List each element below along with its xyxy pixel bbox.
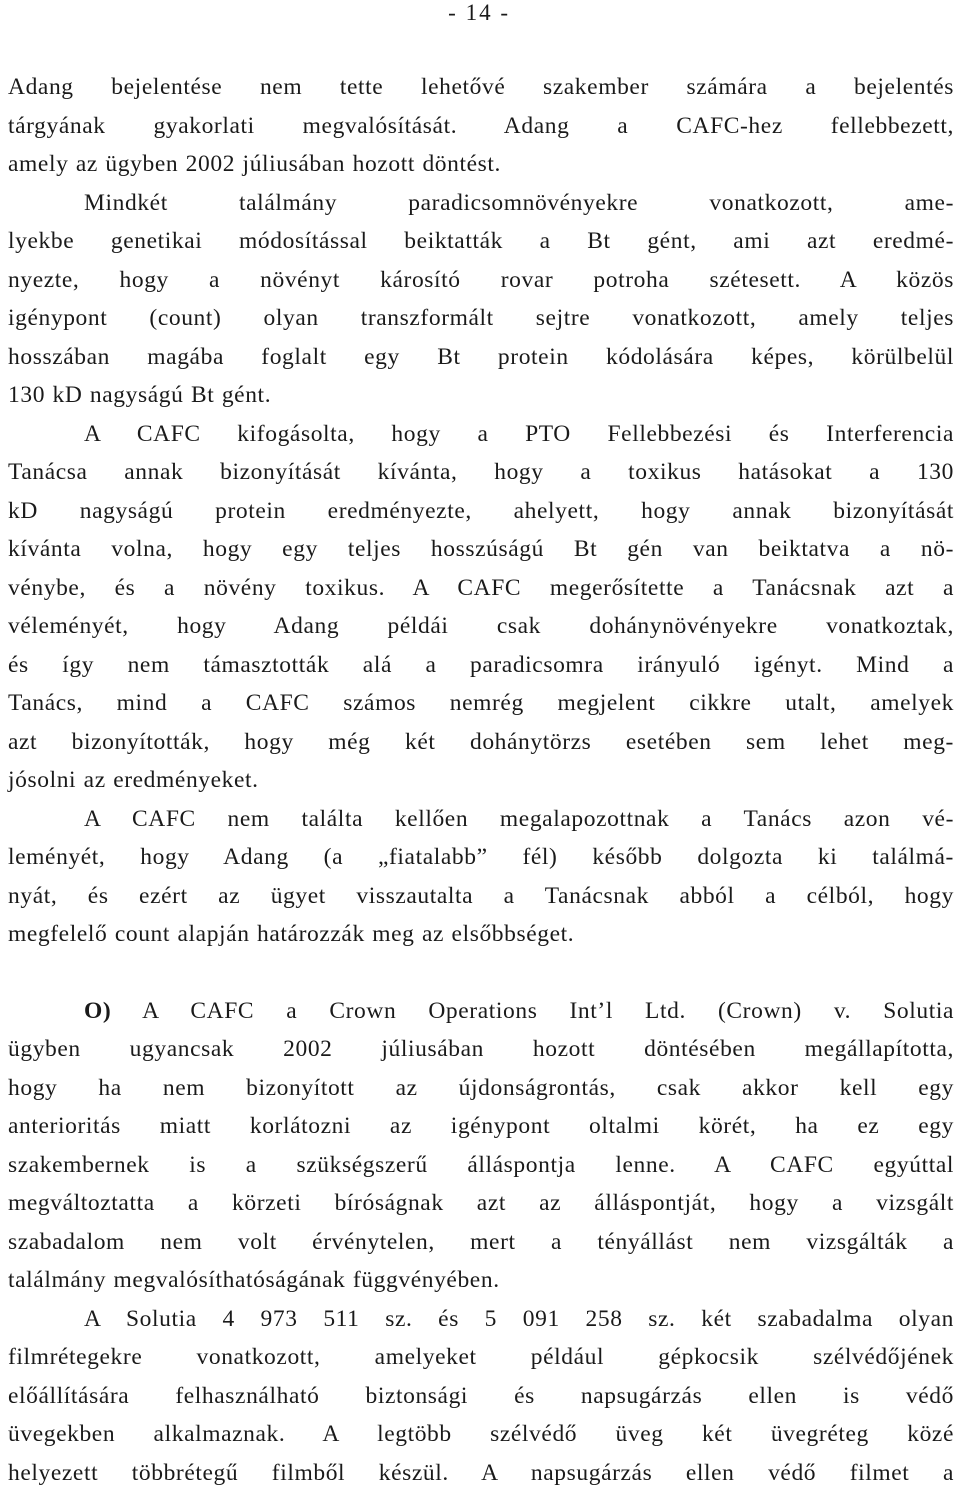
text-line: találmány megvalósíthatóságának függvényében. (8, 1267, 500, 1293)
text-line: leményét, hogy Adang (a „fiatalabb” fél) később dolgozta ki találmá- (8, 844, 954, 870)
text-line: 130 kD nagyságú Bt gént. (8, 382, 272, 408)
text-line: megváltoztatta a körzeti bíróságnak azt az álláspontját, hogy a vizsgált (8, 1190, 954, 1216)
text-line: lyekbe genetikai módosítással beiktatták a Bt gént, ami azt eredmé- (8, 228, 954, 254)
page-number: - 14 - (448, 0, 510, 25)
text-line: szabadalom nem volt érvénytelen, mert a tényállást nem vizsgálták a (8, 1228, 954, 1255)
text-line: Tanácsa annak bizonyítását kívánta, hogy a toxikus hatásokat a 130 (8, 459, 954, 485)
text-line: hogy ha nem bizonyított az újdonságrontás, csak akkor kell egy (8, 1074, 954, 1101)
text-line: és így nem támasztották alá a paradicsomra irányuló igényt. Mind a (8, 651, 954, 678)
text-line: helyezett többrétegű filmből készül. A napsugárzás ellen védő filmet a (8, 1459, 954, 1486)
text-line: hosszában magába foglalt egy Bt protein kódolására képes, körülbelül (8, 343, 954, 370)
text-line: véleményét, hogy Adang példái csak dohánynövényekre vonatkoztak, (8, 613, 954, 639)
section-o-heading (8, 992, 954, 1031)
section-gap (8, 954, 954, 992)
text-line: anterioritás miatt korlátozni az igénypont oltalmi körét, ha ez egy (8, 1113, 954, 1139)
paragraphs-after-section-o (8, 1030, 954, 1492)
text-line: szakembernek is a szükségszerű álláspontja lenne. A CAFC egyúttal (8, 1151, 954, 1178)
text-line: A Solutia 4 973 511 sz. és 5 091 258 sz. két szabadalma olyan (84, 1305, 954, 1332)
paragraphs-before-section-o (8, 68, 954, 954)
document-body (8, 68, 954, 1492)
text-line: nyezte, hogy a növényt károsító rovar potroha szétesett. A közös (8, 266, 954, 293)
text-line: kívánta volna, hogy egy teljes hosszúságú Bt gén van beiktatva a nö- (8, 536, 954, 562)
text-line: A CAFC kifogásolta, hogy a PTO Fellebbezési és Interferencia (84, 420, 954, 447)
text-line: megfelelő count alapján határozzák meg az elsőbbséget. (8, 921, 575, 947)
text-line: kD nagyságú protein eredményezte, ahelyett, hogy annak bizonyítását (8, 497, 954, 524)
text-line: üvegekben alkalmaznak. A legtöbb szélvédő üveg két üvegréteg közé (8, 1421, 954, 1447)
text-line: azt bizonyították, hogy még két dohánytörzs esetében sem lehet meg- (8, 728, 954, 755)
text-line: vénybe, és a növény toxikus. A CAFC megerősítette a Tanácsnak azt a (8, 574, 954, 601)
text-line: Mindkét találmány paradicsomnövényekre vonatkozott, ame- (84, 189, 954, 216)
text-line: ügyben ugyancsak 2002 júliusában hozott döntésében megállapította, (8, 1036, 954, 1062)
text-line: előállítására felhasználható biztonsági és napsugárzás ellen is védő (8, 1382, 954, 1409)
section-o-letter: O) (84, 997, 112, 1024)
text-line: jósolni az eredményeket. (8, 767, 259, 793)
text-line: A CAFC nem találta kellően megalapozottnak a Tanács azon vé- (84, 805, 954, 832)
text-line: nyát, és ezért az ügyet visszautalta a Tanácsnak abból a célból, hogy (8, 882, 954, 909)
text-line: Tanács, mind a CAFC számos nemrég megjelent cikkre utalt, amelyek (8, 690, 954, 716)
section-o-heading-text: A CAFC a Crown Operations Int’l Ltd. (Crown) v. Solutia (111, 997, 954, 1024)
text-line: Adang bejelentése nem tette lehetővé szakember számára a bejelentés (8, 74, 954, 100)
text-line: tárgyának gyakorlati megvalósítását. Adang a CAFC-hez fellebbezett, (8, 112, 954, 139)
text-line: igénypont (count) olyan transzformált sejtre vonatkozott, amely teljes (8, 305, 954, 331)
text-line: filmrétegekre vonatkozott, amelyeket például gépkocsik szélvédőjének (8, 1344, 954, 1370)
text-line: amely az ügyben 2002 júliusában hozott döntést. (8, 151, 502, 177)
